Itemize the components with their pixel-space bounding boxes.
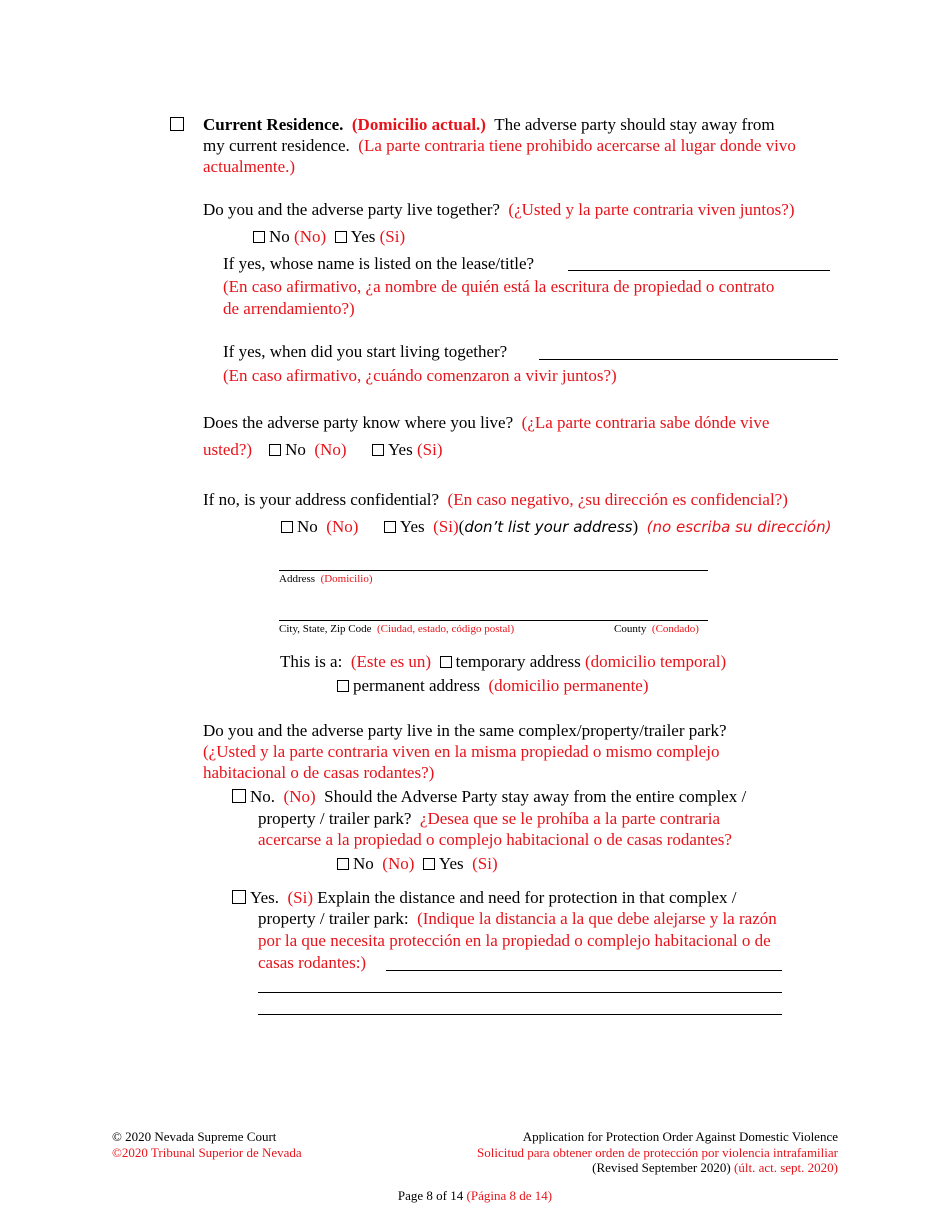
live-together-text: Do you and the adverse party live together? <box>203 200 500 219</box>
complex-yes-checkbox[interactable] <box>232 890 246 904</box>
current-residence-text: The adverse party should stay away from <box>494 115 775 134</box>
complex-sub-no-label: No <box>353 854 374 873</box>
know-yes-label-es: (Si) <box>416 440 443 459</box>
start-question-es: (En caso afirmativo, ¿cuándo comenzaron a vivir juntos?) <box>223 366 617 385</box>
start-answer-line[interactable] <box>539 359 838 360</box>
complex-explain-line-1[interactable] <box>386 970 782 971</box>
live-together-question <box>203 200 794 220</box>
confidential-yes-checkbox[interactable] <box>384 521 396 533</box>
know-question <box>203 413 769 433</box>
confidential-question <box>203 490 788 510</box>
temporary-address-checkbox[interactable] <box>440 656 452 668</box>
complex-explain-line-3[interactable] <box>258 1014 782 1015</box>
footer-revised-line <box>592 1160 838 1176</box>
complex-no-text-2: property / trailer park? <box>258 809 412 828</box>
know-yes-label: Yes <box>387 440 413 459</box>
live-together-yes-checkbox[interactable] <box>335 231 347 243</box>
complex-question: Do you and the adverse party live in the same complex/property/trailer park? <box>203 721 727 740</box>
complex-yes-label-es: (Si) <box>287 888 313 907</box>
current-residence-checkbox[interactable] <box>170 117 184 131</box>
confidential-note-es: (no escriba su dirección) <box>646 518 832 536</box>
complex-sub-yes-label: Yes <box>438 854 464 873</box>
complex-yes-text-es: (Indique la distancia a la que debe alejarse y la razón <box>417 909 777 928</box>
address-line[interactable] <box>279 570 708 571</box>
complex-question-es-2: habitacional o de casas rodantes?) <box>203 763 435 782</box>
know-no-label: No <box>285 440 306 459</box>
current-residence-line-3: actualmente.) <box>203 157 296 176</box>
city-caption <box>279 623 514 635</box>
complex-yes-line-3: por la que necesita protección en la propiedad o complejo habitacional o de <box>258 931 771 950</box>
confidential-text: If no, is your address confidential? <box>203 490 440 509</box>
complex-sub-no-label-es: (No) <box>382 854 415 873</box>
complex-sub-no-checkbox[interactable] <box>337 858 349 870</box>
know-text-es-2: usted?) <box>203 440 253 459</box>
footer-title: Application for Protection Order Against Domestic Violence <box>522 1129 838 1144</box>
complex-explain-line-2[interactable] <box>258 992 782 993</box>
footer-page-number <box>0 1188 950 1204</box>
know-yes-checkbox[interactable] <box>372 444 384 456</box>
current-residence-text-2: my current residence. <box>203 136 350 155</box>
permanent-address-checkbox[interactable] <box>337 680 349 692</box>
current-residence-label-es: (Domicilio actual.) <box>351 115 486 134</box>
address-type-line-1 <box>280 652 726 672</box>
complex-sub-yes-label-es: (Si) <box>472 854 498 873</box>
confidential-options <box>281 517 831 537</box>
lease-question-es-1: (En caso afirmativo, ¿a nombre de quién está la escritura de propiedad o contrato <box>223 277 775 296</box>
complex-yes-line-4: casas rodantes:) <box>258 953 367 972</box>
start-question: If yes, when did you start living together? <box>223 342 508 361</box>
address-caption <box>279 573 373 585</box>
confidential-yes-label: Yes <box>399 517 425 536</box>
complex-no-line-1 <box>232 787 746 807</box>
know-text: Does the adverse party know where you live? <box>203 413 514 432</box>
footer-title-es: Solicitud para obtener orden de protección por violencia intrafamiliar <box>477 1145 838 1160</box>
complex-sub-yes-checkbox[interactable] <box>423 858 435 870</box>
lease-question-es-2: de arrendamiento?) <box>223 299 355 318</box>
complex-yes-text: Explain the distance and need for protection in that complex / <box>317 888 737 907</box>
permanent-address-label: permanent address <box>353 676 480 695</box>
complex-question-es-1: (¿Usted y la parte contraria viven en la misma propiedad o mismo complejo <box>203 742 720 761</box>
permanent-address-label-es: (domicilio permanente) <box>488 676 649 695</box>
confidential-note: don’t list your address <box>464 518 633 536</box>
live-together-no-checkbox[interactable] <box>253 231 265 243</box>
footer-copyright-es: ©2020 Tribunal Superior de Nevada <box>112 1145 302 1160</box>
confidential-no-label-es: (No) <box>326 517 359 536</box>
page-number-es: (Página 8 de 14) <box>466 1188 553 1203</box>
current-residence-label: Current Residence. <box>203 115 344 134</box>
page-number: Page 8 of 14 <box>397 1188 464 1203</box>
complex-sub-options <box>337 854 498 874</box>
complex-no-label-es: (No) <box>283 787 316 806</box>
complex-yes-label: Yes. <box>250 888 279 907</box>
city-label: City, State, Zip Code <box>279 623 372 635</box>
know-no-checkbox[interactable] <box>269 444 281 456</box>
county-label-es: (Condado) <box>651 623 699 635</box>
confidential-no-checkbox[interactable] <box>281 521 293 533</box>
this-is-label-es: (Este es un) <box>350 652 432 671</box>
county-label: County <box>614 623 647 635</box>
live-together-text-es: (¿Usted y la parte contraria viven juntos?) <box>508 200 795 219</box>
city-line[interactable] <box>279 620 708 621</box>
confidential-no-label: No <box>297 517 318 536</box>
temporary-address-label-es: (domicilio temporal) <box>584 652 727 671</box>
complex-no-checkbox[interactable] <box>232 789 246 803</box>
complex-no-text: Should the Adverse Party stay away from the entire complex / <box>324 787 747 806</box>
live-together-no-label: No <box>269 227 290 246</box>
complex-no-line-3: acercarse a la propiedad o complejo habitacional o de casas rodantes? <box>258 830 732 849</box>
address-label: Address <box>279 573 316 585</box>
live-together-yes-label-es: (Si) <box>379 227 406 246</box>
footer-copyright: © 2020 Nevada Supreme Court <box>112 1129 277 1144</box>
this-is-label: This is a: <box>280 652 343 671</box>
footer-revised-es: (últ. act. sept. 2020) <box>734 1160 838 1175</box>
complex-yes-line-2 <box>258 909 777 929</box>
live-together-no-label-es: (No) <box>294 227 327 246</box>
know-options <box>203 440 442 460</box>
complex-no-line-2 <box>258 809 720 829</box>
confidential-note-open: ( <box>458 517 465 536</box>
confidential-yes-label-es: (Si) <box>433 517 459 536</box>
live-together-options <box>253 227 405 247</box>
live-together-yes-label: Yes <box>350 227 376 246</box>
complex-no-label: No. <box>250 787 276 806</box>
lease-question: If yes, whose name is listed on the lease/title? <box>223 254 535 273</box>
complex-no-text-es: ¿Desea que se le prohíba a la parte contraria <box>419 809 721 828</box>
address-label-es: (Domicilio) <box>320 573 373 585</box>
lease-answer-line[interactable] <box>568 270 830 271</box>
know-no-label-es: (No) <box>314 440 347 459</box>
footer-revised: (Revised September 2020) <box>592 1160 731 1175</box>
confidential-text-es: (En caso negativo, ¿su dirección es confidencial?) <box>447 490 788 509</box>
know-text-es: (¿La parte contraria sabe dónde vive <box>521 413 770 432</box>
temporary-address-label: temporary address <box>455 652 581 671</box>
current-residence-text-es: (La parte contraria tiene prohibido acercarse al lugar donde vivo <box>358 136 796 155</box>
complex-yes-line-1 <box>232 888 736 908</box>
city-label-es: (Ciudad, estado, código postal) <box>376 623 515 635</box>
complex-yes-text-2: property / trailer park: <box>258 909 409 928</box>
address-type-line-2 <box>337 676 649 696</box>
current-residence-line-2 <box>203 136 796 156</box>
current-residence-line-1 <box>203 115 775 135</box>
confidential-note-close: ) <box>632 517 639 536</box>
county-caption <box>614 623 699 635</box>
